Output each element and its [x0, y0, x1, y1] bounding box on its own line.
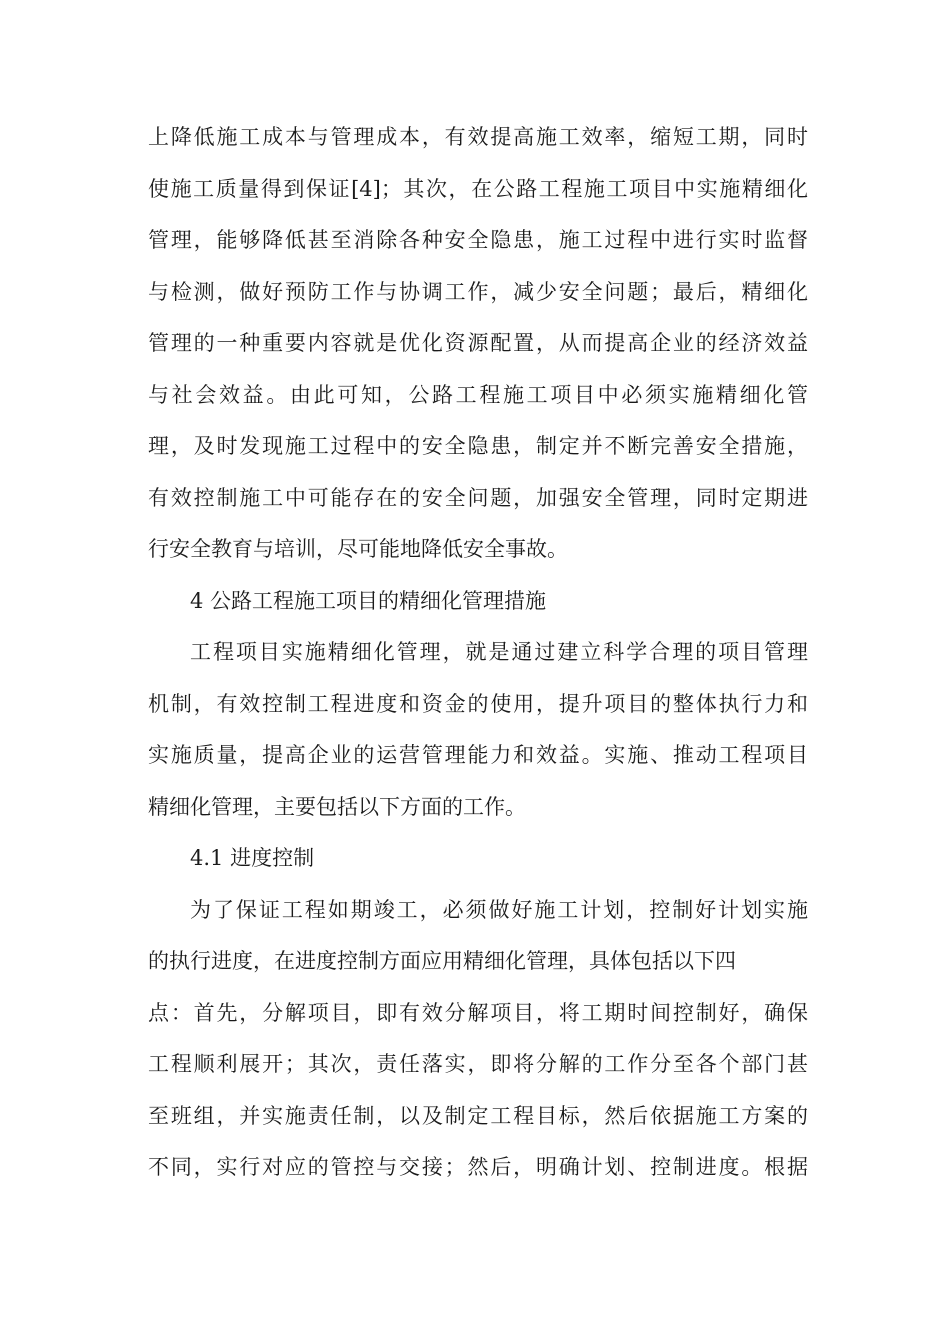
subsection-heading: 4.1 进度控制 — [190, 846, 315, 870]
paragraph-line: 与检测，做好预防工作与协调工作，减少安全问题；最后，精细化 — [148, 280, 808, 304]
paragraph-line: 管理，能够降低甚至消除各种安全隐患，施工过程中进行实时监督 — [148, 228, 808, 252]
paragraph-line: 实施质量，提高企业的运营管理能力和效益。实施、推动工程项目 — [148, 743, 808, 767]
paragraph-line: 与社会效益。由此可知，公路工程施工项目中必须实施精细化管 — [148, 383, 808, 407]
paragraph-line: 至班组，并实施责任制，以及制定工程目标，然后依据施工方案的 — [148, 1104, 808, 1128]
paragraph-line: 精细化管理，主要包括以下方面的工作。 — [148, 795, 526, 819]
paragraph-line: 上降低施工成本与管理成本，有效提高施工效率，缩短工期，同时 — [148, 125, 808, 149]
paragraph-line: 点：首先，分解项目，即有效分解项目，将工期时间控制好，确保 — [148, 1001, 808, 1025]
paragraph-line: 管理的一种重要内容就是优化资源配置，从而提高企业的经济效益 — [148, 331, 808, 355]
paragraph-line: 有效控制施工中可能存在的安全问题，加强安全管理，同时定期进 — [148, 486, 808, 510]
section-heading: 4 公路工程施工项目的精细化管理措施 — [190, 589, 547, 613]
paragraph-line: 理，及时发现施工过程中的安全隐患，制定并不断完善安全措施， — [148, 434, 808, 458]
paragraph-line: 行安全教育与培训，尽可能地降低安全事故。 — [148, 537, 568, 561]
paragraph-line: 不同，实行对应的管控与交接；然后，明确计划、控制进度。根据 — [148, 1155, 808, 1179]
paragraph-line: 工程项目实施精细化管理，就是通过建立科学合理的项目管理 — [190, 640, 808, 664]
paragraph-line: 工程顺利展开；其次，责任落实，即将分解的工作分至各个部门甚 — [148, 1052, 808, 1076]
paragraph-line: 为了保证工程如期竣工，必须做好施工计划，控制好计划实施 — [190, 898, 808, 922]
paragraph-line: 机制，有效控制工程进度和资金的使用，提升项目的整体执行力和 — [148, 692, 808, 716]
paragraph-line: 使施工质量得到保证[4]；其次，在公路工程施工项目中实施精细化 — [148, 177, 808, 201]
paragraph-line: 的执行进度，在进度控制方面应用精细化管理，具体包括以下四 — [148, 949, 736, 973]
